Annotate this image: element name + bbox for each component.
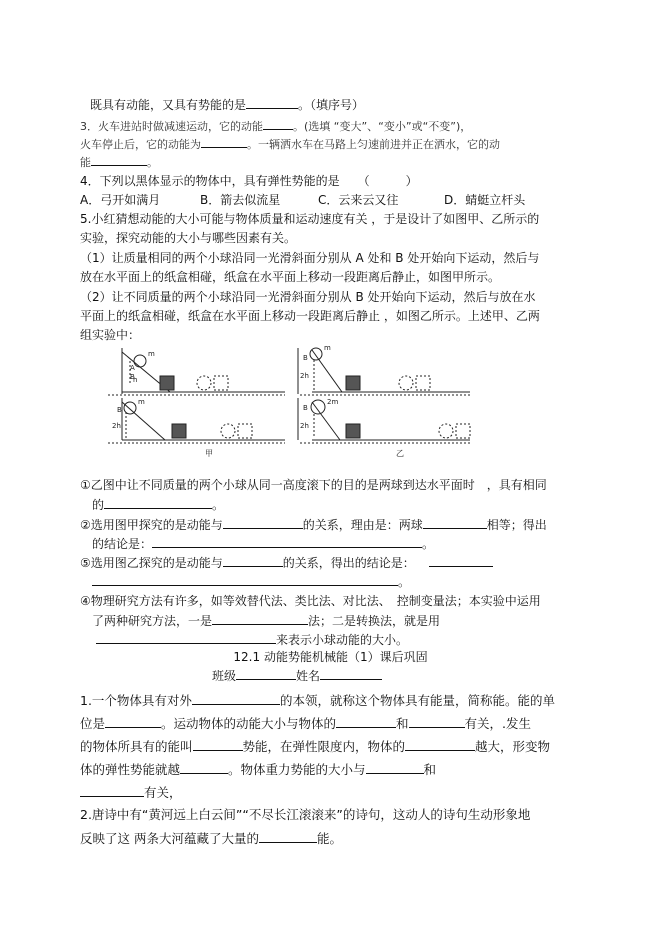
name-field[interactable] (320, 667, 382, 680)
subq-4-line-3 (96, 631, 408, 648)
text: 的 (92, 498, 105, 512)
blank[interactable] (92, 573, 398, 586)
blank[interactable] (405, 738, 475, 751)
text: 相等；得出 (486, 518, 547, 532)
subq-4-line-1: ④物理研究方法有许多，如等效替代法、类比法、对比法、 控制变量法；本实验中运用 (80, 594, 541, 608)
blank[interactable] (152, 535, 422, 548)
part-1-line-1: （1）让质量相同的两个小球沿同一光滑斜面分别从 A 处和 B 处开始向下运动，然后与 (80, 251, 540, 265)
blank[interactable] (223, 516, 303, 529)
question-4-option-a[interactable]: A．弓开如满月 (80, 193, 161, 207)
text: 。 (147, 156, 158, 169)
subq-1-line-1: ①乙图中让不同质量的两个小球从同一高度滚下的目的是两球到达水平面时 ，具有相同 (80, 478, 547, 492)
text: 体的弹性势能就越 (80, 762, 181, 777)
text: 。（填序号） (298, 98, 365, 112)
label-mass: m (138, 398, 145, 406)
text: 反映了这 两条大河蕴藏了大量的 (80, 831, 259, 846)
subq-2-line-2 (92, 535, 434, 552)
question-4-option-c[interactable]: C．云来云又往 (318, 193, 399, 207)
blank[interactable] (105, 715, 161, 728)
text: 。一辆洒水车在马路上匀速前进并正在洒水，它的动 (247, 138, 500, 151)
text: 越大，形变物 (475, 739, 551, 754)
label-mass: m (324, 344, 331, 352)
blank[interactable] (246, 96, 298, 109)
blank[interactable] (104, 496, 212, 509)
yi-top-panel (298, 348, 470, 395)
blank[interactable] (91, 153, 147, 166)
text: 能。 (316, 831, 342, 846)
k1-line-1 (80, 692, 555, 709)
blank[interactable] (409, 715, 465, 728)
question-3-line-1 (80, 117, 471, 135)
text: 势能，在弹性限度内，物体的 (242, 739, 406, 754)
text: 既具有动能，又具有势能的是 (90, 98, 247, 112)
question-3-line-2 (80, 135, 500, 153)
k1-line-4 (80, 761, 436, 778)
text: 能 (80, 156, 91, 169)
blank[interactable] (336, 715, 396, 728)
k1-line-5 (80, 784, 182, 801)
subq-3-line-1 (80, 554, 493, 571)
section-title: 12.1 动能势能机械能（1）课后巩固 (233, 650, 428, 664)
k1-line-2 (80, 715, 531, 732)
part-2-line-3: 组实验中： (80, 328, 141, 342)
label-mass: 2m (327, 398, 339, 406)
text: 。 (398, 575, 411, 589)
label-mass: m (148, 350, 155, 358)
label-point: B (130, 373, 135, 381)
text: 了两种研究方法，一是 (92, 614, 213, 628)
label-height: 2h (300, 372, 309, 380)
blank[interactable] (212, 612, 308, 625)
blank[interactable] (259, 830, 317, 843)
blank[interactable] (366, 761, 424, 774)
blank[interactable] (429, 554, 493, 567)
class-name-line (212, 667, 382, 684)
blank[interactable] (423, 516, 487, 529)
name-label: 姓名 (296, 669, 321, 683)
subq-4-line-2 (92, 612, 440, 629)
subq-3-line-2 (92, 573, 410, 590)
part-1-line-2: 放在水平面上的纸盒相碰，纸盒在水平面上移动一段距离后静止，如图甲所示。 (80, 270, 501, 284)
text: 火车停止后，它的动能为 (80, 138, 201, 151)
class-label: 班级 (212, 669, 237, 683)
blank[interactable] (263, 117, 293, 130)
text: 有关，.发生 (464, 716, 532, 731)
text: 的本领，就称这个物体具有能量，简称能。能的单 (279, 693, 555, 708)
experiment-figure (100, 342, 500, 460)
jia-bottom-panel (108, 398, 285, 443)
blank[interactable] (223, 554, 283, 567)
class-field[interactable] (236, 667, 296, 680)
text: 位是 (80, 716, 106, 731)
text: ②选用图甲探究的是动能与 (80, 518, 223, 532)
subq-2-line-1 (80, 516, 547, 533)
yi-bottom-panel (298, 398, 470, 443)
part-2-line-2: 平面上的纸盒相碰，纸盒在水平面上移动一段距离后静止 ，如图乙所示。上述甲、乙两 (80, 309, 540, 323)
k2-line-2 (80, 830, 342, 847)
text: 。(选填 “变大”、“变小”或“不变”)， (293, 120, 472, 133)
text: 法；二是转换法，就是用 (308, 614, 441, 628)
blank[interactable] (192, 692, 280, 705)
text: 的关系，得出的结论是： (282, 556, 415, 570)
label-point: B (303, 404, 308, 412)
text: 来表示小球动能的大小。 (276, 633, 409, 647)
label-height: h (133, 376, 138, 384)
subq-1-line-2 (92, 496, 224, 513)
text: 。 (422, 537, 435, 551)
question-4-option-b[interactable]: B．箭去似流星 (200, 193, 281, 207)
part-2-line-1: （2）让不同质量的两个小球沿同一光滑斜面分别从 B 处开始向下运动，然后与放在水 (80, 290, 536, 304)
text: 的关系，理由是：两球 (302, 518, 423, 532)
question-5-line-1: 5.小红猜想动能的大小可能与物体质量和运动速度有关 ，于是设计了如图甲、乙所示的 (80, 212, 540, 226)
text: 有关， (144, 785, 182, 800)
blank[interactable] (80, 784, 144, 797)
blank[interactable] (96, 631, 276, 644)
label-height: 2h (112, 422, 121, 430)
label-height: 2h (300, 422, 309, 430)
question-5-line-2: 实验，探究动能的大小与哪些因素有关。 (80, 231, 297, 245)
text: 3．火车进站时做减速运动，它的动能 (80, 120, 263, 133)
text: ⑤选用图乙探究的是动能与 (80, 556, 223, 570)
line-1 (90, 96, 364, 113)
text: 。 (212, 498, 225, 512)
text: 的物体所具有的能叫 (80, 739, 193, 754)
blank[interactable] (193, 738, 243, 751)
question-4-option-d[interactable]: D．蜻蜓立杆头 (444, 193, 526, 207)
text: 和 (423, 762, 437, 777)
text: 的结论是： (92, 537, 153, 551)
text: 和 (396, 716, 409, 731)
question-3-line-3 (80, 153, 158, 171)
k1-line-3 (80, 738, 550, 755)
label-point: B (303, 354, 308, 362)
label-point: A (130, 364, 135, 372)
blank[interactable] (201, 135, 247, 148)
blank[interactable] (180, 761, 228, 774)
k2-line-1: 2.唐诗中有“黄河远上白云间”“不尽长江滚滚来”的诗句，这动人的诗句生动形象地 (80, 807, 531, 822)
text: 1.一个物体具有对外 (80, 693, 192, 708)
caption-jia: 甲 (205, 449, 213, 458)
caption-yi: 乙 (396, 449, 404, 458)
text: 。运动物体的动能大小与物体的 (161, 716, 337, 731)
label-point: B (117, 406, 122, 414)
question-4: 4．下列以黑体显示的物体中，具有弹性势能的是 （ ） (80, 174, 418, 188)
text: 。物体重力势能的大小与 (228, 762, 366, 777)
